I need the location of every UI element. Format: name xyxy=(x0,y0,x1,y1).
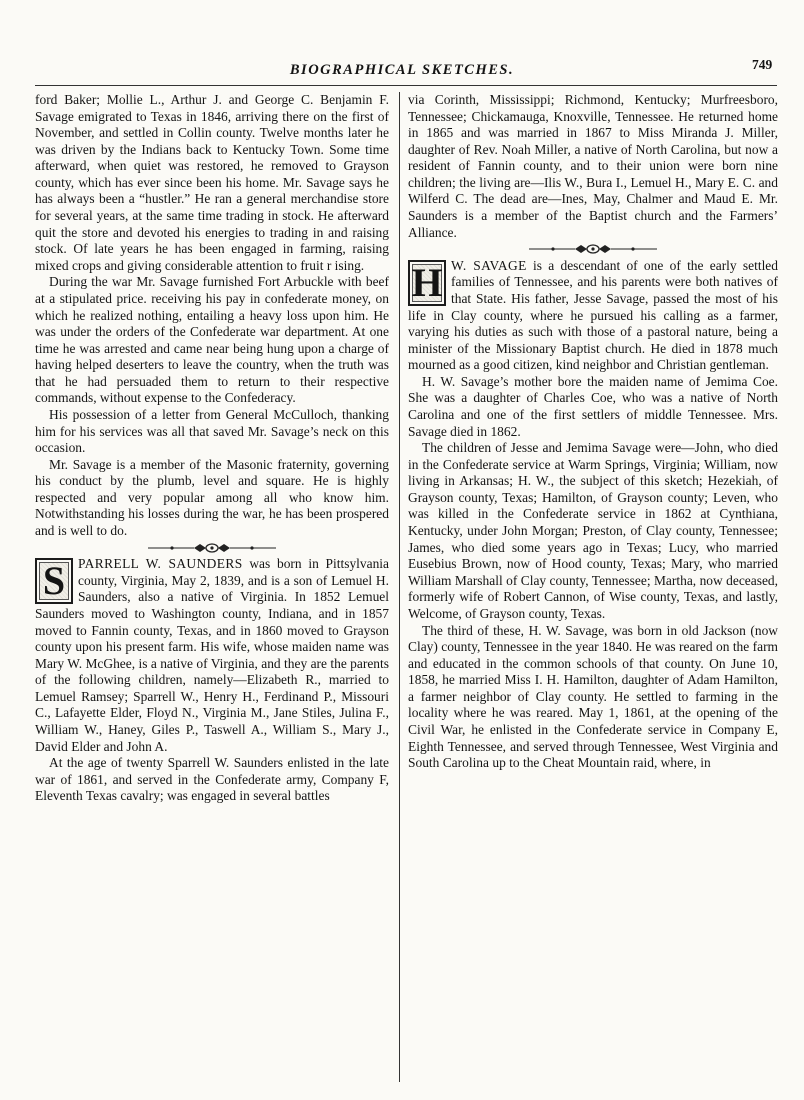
paragraph: H. W. Savage’s mother bore the maiden name of Jemima Coe. She was a daughter of Charles Coe, who was a native of North Carolina and one of the first settlers of middle Tennessee. Mrs. Savage died in 1862. xyxy=(408,373,778,439)
section-ornament xyxy=(408,241,778,258)
paragraph: ford Baker; Mollie L., Arthur J. and George C. Benjamin F. Savage emigrated to Texas in 1846, arriving there on the first of November, and settled in Collin county. Twelve months later he was driven by the Indians back to Kentucky Town. Some time afterward, when quiet was restored, he removed to Grayson county, which has ever since been his home. Mr. Savage says he has always been a “hustler.” He ran a general merchandise store for several years, at the same time trading in stock. He afterward quit the store and devoted his energies to trading in and raising stock. Of late years he has been engaged in farming, raising mixed crops and giving considerable attention to fruit r ising. xyxy=(35,92,389,273)
paragraph: His possession of a letter from General McCulloch, thanking him for his services was all that saved Mr. Savage’s neck on this occasion. xyxy=(35,406,389,456)
paragraph: During the war Mr. Savage furnished Fort Arbuckle with beef at a stipulated price. receiving his pay in confederate money, on which he realized nothing, entailing a heavy loss upon him. He was under the orders of the Confederate war department. At one time he was arrested and came near being hung upon a charge of having helped deserters to leave the country, when the truth was that he had persuaded them to return to their respective commands, without expense to the Confederacy. xyxy=(35,274,389,406)
subject-name: W. SAVAGE xyxy=(451,257,527,273)
header-rule xyxy=(35,85,777,86)
paragraph: The children of Jesse and Jemima Savage were—John, who died in the Confederate service at Warm Springs, Virginia; William, now living in Arkansas; H. W., the subject of this sketch; Hezekiah, of Grayson county, Texas; Hamilton, of Grayson county; Leven, who was killed in the Confederate service in 1862 at Cynthiana, Kentucky, under John Morgan; Preston, of Clay county, Tennessee; James, who died some years ago in Texas; Lucy, who married Eusebius Brown, now of Hood county, Texas; Mary, who married William Marshall of Clay county, Tennessee; Martha, now deceased, formerly wife of Robert Cannon, of Wise county, Texas, and lastly, Welcome, of Grayson county, Texas. xyxy=(408,440,778,621)
section-ornament xyxy=(35,540,389,557)
left-column xyxy=(35,92,389,805)
page-number: 749 xyxy=(752,57,773,72)
decorative-initial: H xyxy=(408,260,446,306)
paragraph-saunders xyxy=(35,556,389,755)
paragraph-savage xyxy=(408,258,778,374)
column-divider xyxy=(399,92,400,1082)
paragraph: via Corinth, Mississippi; Richmond, Kentucky; Murfreesboro, Tennessee; Chickamauga, Knoxville, Tennessee. He returned home in 1865 and was married in 1867 to Miss Miranda J. Miller, daughter of Rev. Noah Miller, a native of North Carolina, but now a resident of Fannin county, and to their union were born nine children; the living are—Ilis W., Bura I., Lemuel H., Mary E. C. and Wilferd C. The dead are—Ines, May, Chalmer and Maud E. Mr. Saunders is a member of the Baptist church and the Farmers’ Alliance. xyxy=(408,92,778,240)
decorative-initial: S xyxy=(35,558,73,604)
paragraph: At the age of twenty Sparrell W. Saunders enlisted in the late war of 1861, and served in the Confederate army, Company F, Eleventh Texas cavalry; was engaged in several battles xyxy=(35,755,389,804)
paragraph-text: is a descendant of one of the early settled families of Tennessee, and his parents were both natives of that State. His father, Jesse Savage, passed the most of his life in Clay county, where he pursued his calling as a farmer, varying his duties as such with those of a pastoral nature, being a minister of the Missionary Baptist church. He died in 1878 much mourned as a good citizen, kind neighbor and Christian gentleman. xyxy=(408,257,778,373)
page-title: BIOGRAPHICAL SKETCHES. xyxy=(289,62,515,78)
subject-name: PARRELL W. SAUNDERS xyxy=(78,556,243,572)
paragraph: Mr. Savage is a member of the Masonic fraternity, governing his conduct by the plumb, level and square. He is highly respected and very popular among all who know him. Notwithstanding his losses during the war, he has been prospered and is well to do. xyxy=(35,456,389,539)
paragraph-text: was born in Pittsylvania county, Virginia, May 2, 1839, and is a son of Lemuel H. Saunders, also a native of Virginia. In 1852 Lemuel Saunders moved to Washington county, Indiana, and in 1857 moved to Fannin county, Texas, and in 1860 moved to Grayson county upon his present farm. His wife, whose maiden name was Mary W. McGhee, is a native of Virginia, and they are the parents of the following children, namely—Elizabeth R., married to Lemuel Ramsey; Sparrell W., Henry H., Ferdinand P., Missouri C., Lafayette Elder, Floyd N., Virginia M., Jane Stiles, Julina F., William W., Haney, Giles P., Taswell A., William S., Mary J., David Elder and John A. xyxy=(35,556,390,754)
right-column xyxy=(408,92,778,772)
paragraph: The third of these, H. W. Savage, was born in old Jackson (now Clay) county, Tennessee in the year 1840. He was reared on the farm and educated in the common schools of that county. On June 10, 1858, he married Miss I. H. Hamilton, daughter of Adam Hamilton, a farmer neighbor of Clay county. He settled to farming in the locality where he was reared. May 1, 1861, at the opening of the Civil War, he enlisted in the Confederate service in Company E, Eighth Tennessee, and served through Tennessee, West Virginia and South Carolina up to the Cheat Mountain raid, where, in xyxy=(408,622,778,771)
